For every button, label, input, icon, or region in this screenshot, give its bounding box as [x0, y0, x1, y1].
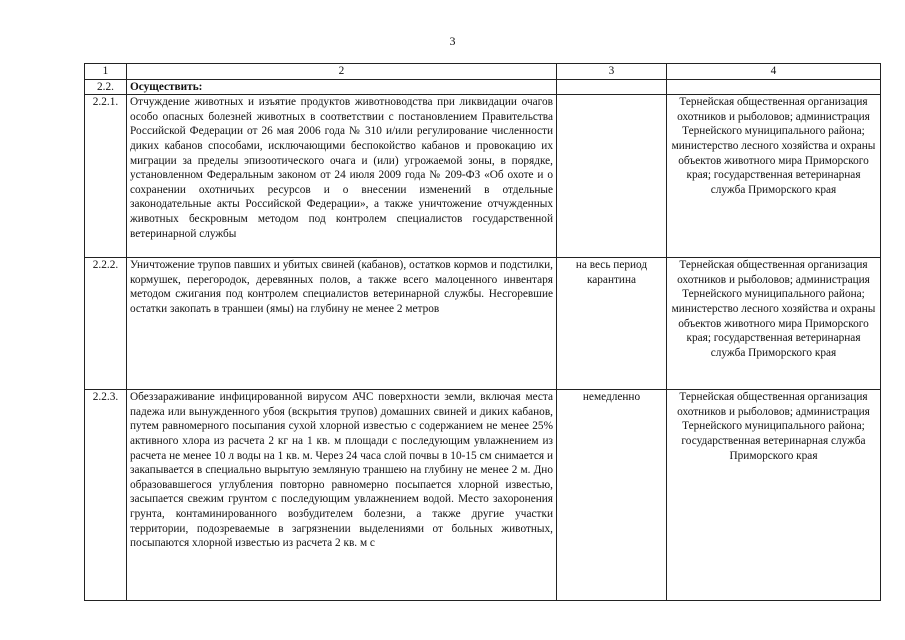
row-responsible [667, 79, 881, 95]
row-number: 2.2.2. [85, 258, 127, 390]
page-number: 3 [449, 34, 456, 48]
table-row [85, 390, 881, 601]
header-cell-2: 2 [127, 64, 557, 80]
header-cell-4: 4 [667, 64, 881, 80]
row-number: 2.2.1. [85, 95, 127, 258]
row-responsible: Тернейская общественная организация охотников и рыболовов; администрация Тернейского муниципального района; министерство лесного хозяйства и охраны объектов животного мира Приморского края; государственная ветеринарная служба Приморского края [667, 258, 881, 390]
row-measure-text: Уничтожение трупов павших и убитых свиней (кабанов), остатков кормов и подстилки, кормушек, перегородок, деревянных полов, а также всего малоценного инвентаря методом сжигания под контролем специалистов ветеринарной службы. Несгоревшие остатки закопать в траншеи (ямы) на глубину не менее 2 метров [127, 258, 557, 390]
table-row [85, 79, 881, 95]
header-cell-1: 1 [85, 64, 127, 80]
measures-table [84, 63, 881, 601]
table-header-row [85, 64, 881, 80]
row-number: 2.2. [85, 79, 127, 95]
row-period [557, 95, 667, 258]
table-row [85, 95, 881, 258]
row-responsible: Тернейская общественная организация охотников и рыболовов; администрация Тернейского муниципального района; министерство лесного хозяйства и охраны объектов животного мира Приморского края; государственная ветеринарная служба Приморского края [667, 95, 881, 258]
row-period [557, 79, 667, 95]
row-measure-text: Отчуждение животных и изъятие продуктов животноводства при ликвидации очагов особо опасных болезней животных в соответствии с постановлением Правительства Российской Федерации от 26 мая 2006 года № 310 и/или регулирование численности диких кабанов способами, исключающими беспокойство кабанов и провокацию их миграции за пределы эпизоотического очага и (или) угрожаемой зоны, в порядке, установленном Федеральным законом от 24 июля 2009 года № 209-ФЗ «Об охоте и о сохранении охотничьих ресурсов и о внесении изменений в отдельные законодательные акты Российской Федерации», а также уничтожение отчужденных животных бескровным методом под контролем специалистов государственной ветеринарной службы [127, 95, 557, 258]
row-measure-text: Осуществить: [127, 79, 557, 95]
row-measure-text: Обеззараживание инфицированной вирусом АЧС поверхности земли, включая места падежа или вынужденного убоя (вскрытия трупов) домашних свиней и диких кабанов, путем равномерного посыпания сухой хлорной известью с содержанием не менее 25% активного хлора из расчета 2 кг на 1 кв. м площади с последующим увлажнением из расчета не менее 10 л воды на 1 кв. м. Через 24 часа слой почвы в 10-15 см снимается и закапывается в специально вырытую земляную траншею на глубину не менее 2 м. Дно образовавшегося углубления повторно равномерно посыпается хлорной известью, засыпается свежим грунтом с последующим увлажнением водой. Место захоронения грунта, контаминированного возбудителем болезни, а также другие участки территории, подозреваемые в загрязнении выделениями от больных животных, посыпаются хлорной известью из расчета 2 кв. м с [127, 390, 557, 601]
row-responsible: Тернейская общественная организация охотников и рыболовов; администрация Тернейского муниципального района; государственная ветеринарная служба Приморского края [667, 390, 881, 601]
row-period: на весь период карантина [557, 258, 667, 390]
header-cell-3: 3 [557, 64, 667, 80]
row-period: немедленно [557, 390, 667, 601]
table-row [85, 258, 881, 390]
row-number: 2.2.3. [85, 390, 127, 601]
